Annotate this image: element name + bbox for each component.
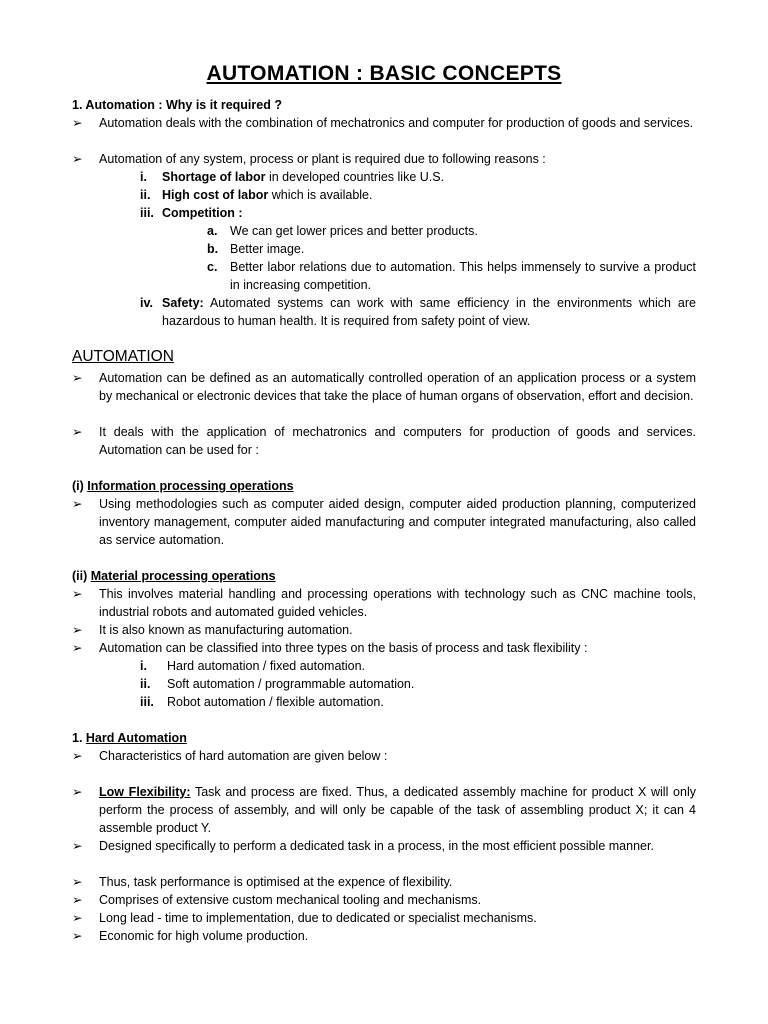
list-item	[72, 909, 696, 927]
reason-label: Safety:	[162, 296, 204, 310]
subheading-prefix: (i)	[72, 479, 88, 493]
page-title: AUTOMATION : BASIC CONCEPTS	[206, 62, 562, 85]
section-heading-why-required: 1. Automation : Why is it required ?	[72, 98, 282, 112]
list-item	[72, 150, 696, 168]
reason-number: iii.	[140, 206, 154, 220]
arrowhead-bullet-icon: ➢	[72, 911, 83, 925]
competition-text: We can get lower prices and better products.	[230, 224, 478, 238]
bullet-text: Long lead - time to implementation, due to dedicated or specialist mechanisms.	[99, 911, 537, 925]
subheading-text: Information processing operations	[87, 479, 294, 493]
reason-label: Shortage of labor	[162, 170, 266, 184]
subheading-text: Material processing operations	[90, 569, 276, 583]
reason-text: which is available.	[268, 188, 373, 202]
list-item	[72, 585, 696, 621]
list-item	[72, 423, 696, 459]
reason-label: High cost of labor	[162, 188, 269, 202]
bullet-text: Automation can be classified into three types on the basis of process and task flexibility :	[99, 641, 588, 655]
reason-item	[140, 186, 696, 204]
bullet-text: It deals with the application of mechatronics and computers for production of goods and services. Automation can be used for :	[99, 425, 696, 457]
competition-letter: b.	[207, 242, 219, 256]
list-item	[72, 873, 696, 891]
bullet-text: Automation deals with the combination of mechatronics and computer for production of goods and services.	[99, 116, 694, 130]
arrowhead-bullet-icon: ➢	[72, 785, 83, 799]
list-item	[72, 837, 696, 855]
type-number: i.	[140, 659, 147, 673]
competition-item	[207, 222, 696, 240]
subheading-material-processing	[72, 567, 276, 585]
section-heading-automation: AUTOMATION	[72, 348, 174, 365]
list-item	[72, 783, 696, 837]
arrowhead-bullet-icon: ➢	[72, 425, 83, 439]
arrowhead-bullet-icon: ➢	[72, 929, 83, 943]
bullet-text: It is also known as manufacturing automation.	[99, 623, 353, 637]
type-text: Soft automation / programmable automation.	[167, 677, 415, 691]
arrowhead-bullet-icon: ➢	[72, 152, 83, 166]
arrowhead-bullet-icon: ➢	[72, 749, 83, 763]
type-item	[140, 657, 696, 675]
list-item	[72, 495, 696, 549]
bullet-text: Automation can be defined as an automatically controlled operation of an application process or a system by mechanical or electronic devices that take the place of human organs of observation, effort and decision.	[99, 371, 696, 403]
subheading-information-processing	[72, 477, 294, 495]
subheading-prefix: 1.	[72, 731, 86, 745]
reason-number: ii.	[140, 188, 151, 202]
reason-item	[140, 168, 696, 186]
list-item	[72, 891, 696, 909]
arrowhead-bullet-icon: ➢	[72, 623, 83, 637]
list-item	[72, 747, 696, 765]
type-number: ii.	[140, 677, 151, 691]
bullet-text: Automation of any system, process or plant is required due to following reasons :	[99, 152, 546, 166]
reason-number: i.	[140, 170, 147, 184]
competition-text: Better labor relations due to automation. This helps immensely to survive a product in increasing competition.	[230, 260, 696, 292]
bullet-text: Designed specifically to perform a dedicated task in a process, in the most efficient possible manner.	[99, 839, 654, 853]
low-flexibility-text: Task and process are fixed. Thus, a dedicated assembly machine for product X will only perform the process of assembly, and will only be capable of the task of assembling product X; it can 4 assemble product Y.	[99, 785, 696, 835]
arrowhead-bullet-icon: ➢	[72, 641, 83, 655]
arrowhead-bullet-icon: ➢	[72, 116, 83, 130]
reason-number: iv.	[140, 296, 153, 310]
arrowhead-bullet-icon: ➢	[72, 893, 83, 907]
competition-letter: a.	[207, 224, 218, 238]
type-item	[140, 693, 696, 711]
type-text: Hard automation / fixed automation.	[167, 659, 366, 673]
arrowhead-bullet-icon: ➢	[72, 875, 83, 889]
competition-text: Better image.	[230, 242, 305, 256]
subheading-prefix: (ii)	[72, 569, 91, 583]
list-item	[72, 114, 696, 132]
arrowhead-bullet-icon: ➢	[72, 497, 83, 511]
bullet-text: Using methodologies such as computer aided design, computer aided production planning, computerized inventory management, computer aided manufacturing and computer integrated manufacturing, also called as service automation.	[99, 497, 696, 547]
arrowhead-bullet-icon: ➢	[72, 587, 83, 601]
competition-item	[207, 258, 696, 294]
competition-letter: c.	[207, 260, 218, 274]
list-item	[72, 639, 696, 657]
reason-item	[140, 294, 696, 330]
reason-text: Automated systems can work with same efficiency in the environments which are hazardous to human health. It is required from safety point of view.	[162, 296, 696, 328]
list-item	[72, 369, 696, 405]
bullet-text: Economic for high volume production.	[99, 929, 309, 943]
list-item	[72, 621, 696, 639]
competition-item	[207, 240, 696, 258]
low-flexibility-label: Low Flexibility:	[99, 785, 191, 799]
subheading-hard-automation	[72, 729, 187, 747]
type-number: iii.	[140, 695, 154, 709]
subheading-text: Hard Automation	[85, 731, 187, 745]
arrowhead-bullet-icon: ➢	[72, 371, 83, 385]
reason-label: Competition :	[162, 206, 243, 220]
reason-text: in developed countries like U.S.	[265, 170, 445, 184]
bullet-text: Comprises of extensive custom mechanical tooling and mechanisms.	[99, 893, 482, 907]
arrowhead-bullet-icon: ➢	[72, 839, 83, 853]
bullet-text: Thus, task performance is optimised at the expence of flexibility.	[99, 875, 453, 889]
type-item	[140, 675, 696, 693]
reason-item	[140, 204, 696, 222]
bullet-text: Characteristics of hard automation are given below :	[99, 749, 388, 763]
type-text: Robot automation / flexible automation.	[167, 695, 384, 709]
bullet-text: This involves material handling and processing operations with technology such as CNC machine tools, industrial robots and automated guided vehicles.	[99, 587, 696, 619]
list-item	[72, 927, 696, 945]
